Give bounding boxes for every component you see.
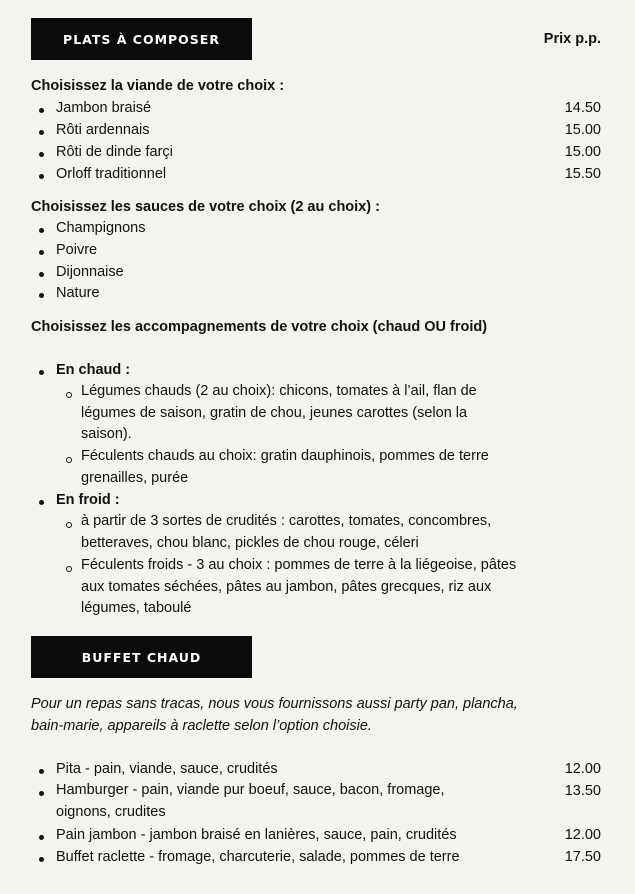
- bullet-icon: [39, 293, 44, 298]
- sub-list-item: [0, 558, 635, 622]
- bullet-icon: [39, 791, 44, 796]
- list-item: [0, 122, 635, 144]
- cold-label: En froid :: [56, 492, 120, 508]
- bullet-icon: [39, 857, 44, 862]
- item-price: 12.00: [564, 761, 601, 777]
- sub-list-item: [0, 514, 635, 558]
- item-name: Orloff traditionnel: [56, 166, 167, 182]
- section-banner-buffet: BUFFET CHAUD: [31, 636, 252, 678]
- bullet-icon: [39, 174, 44, 179]
- meat-heading: Choisissez la viande de votre choix :: [31, 78, 285, 94]
- item-name: Buffet raclette - fromage, charcuterie, salade, pommes de terre: [56, 849, 460, 865]
- item-name: Rôti de dinde farçi: [56, 144, 173, 160]
- sauce-heading: Choisissez les sauces de votre choix (2 au choix) :: [31, 199, 380, 215]
- bullet-icon: [39, 500, 44, 505]
- sides-heading: Choisissez les accompagnements de votre choix (chaud OU froid): [31, 319, 488, 335]
- list-item: [0, 242, 635, 264]
- list-item: [0, 144, 635, 166]
- circle-bullet-icon: [66, 457, 72, 463]
- sub-list-item: [0, 449, 635, 493]
- list-item: [0, 783, 635, 827]
- bullet-icon: [39, 152, 44, 157]
- sauce-name: Poivre: [56, 242, 98, 258]
- price-header: Prix p.p.: [543, 31, 601, 47]
- bullet-icon: [39, 228, 44, 233]
- list-item: [0, 264, 635, 286]
- list-item: [0, 849, 635, 871]
- bullet-icon: [39, 130, 44, 135]
- item-price: 15.00: [564, 122, 601, 138]
- hot-item-text: Féculents chauds au choix: gratin dauphinois, pommes de terre grenailles, purée: [81, 448, 489, 486]
- item-price: 15.50: [564, 166, 601, 182]
- bullet-icon: [39, 835, 44, 840]
- sauce-name: Dijonnaise: [56, 264, 124, 280]
- bullet-icon: [39, 769, 44, 774]
- bullet-icon: [39, 370, 44, 375]
- list-item: [0, 100, 635, 122]
- item-name: Pain jambon - jambon braisé en lanières, sauce, pain, crudités: [56, 827, 457, 843]
- hot-item-text: Légumes chauds (2 au choix): chicons, tomates à l’ail, flan de légumes de saison, gratin de chou, jeunes carottes (selon la saison).: [81, 383, 477, 442]
- list-item: [0, 166, 635, 188]
- sauce-name: Nature: [56, 285, 100, 301]
- item-name: Pita - pain, viande, sauce, crudités: [56, 761, 278, 777]
- bullet-icon: [39, 250, 44, 255]
- circle-bullet-icon: [66, 566, 72, 572]
- buffet-intro: Pour un repas sans tracas, nous vous fournissons aussi party pan, plancha, bain-marie, appareils à raclette selon l’option choisie.: [31, 696, 518, 734]
- bullet-icon: [39, 108, 44, 113]
- item-price: 14.50: [564, 100, 601, 116]
- item-price: 15.00: [564, 144, 601, 160]
- sauce-name: Champignons: [56, 220, 146, 236]
- circle-bullet-icon: [66, 522, 72, 528]
- item-price: 12.00: [564, 827, 601, 843]
- item-name: Rôti ardennais: [56, 122, 150, 138]
- item-price: 13.50: [564, 783, 601, 799]
- list-item: [0, 220, 635, 242]
- list-item: [0, 285, 635, 307]
- list-item: [0, 827, 635, 849]
- sub-list-item: [0, 384, 635, 448]
- circle-bullet-icon: [66, 392, 72, 398]
- item-name: Jambon braisé: [56, 100, 152, 116]
- cold-item-text: à partir de 3 sortes de crudités : carottes, tomates, concombres, betteraves, chou blanc, pickles de chou rouge, céleri: [81, 513, 492, 551]
- item-name: Hamburger - pain, viande pur boeuf, sauce, bacon, fromage, oignons, crudites: [56, 782, 445, 820]
- bullet-icon: [39, 272, 44, 277]
- cold-item-text: Féculents froids - 3 au choix : pommes de terre à la liégeoise, pâtes aux tomates séchées, pâtes au jambon, pâtes grecques, riz aux légumes, taboulé: [81, 557, 517, 616]
- section-banner-plats: PLATS À COMPOSER: [31, 18, 252, 60]
- hot-label: En chaud :: [56, 362, 131, 378]
- item-price: 17.50: [564, 849, 601, 865]
